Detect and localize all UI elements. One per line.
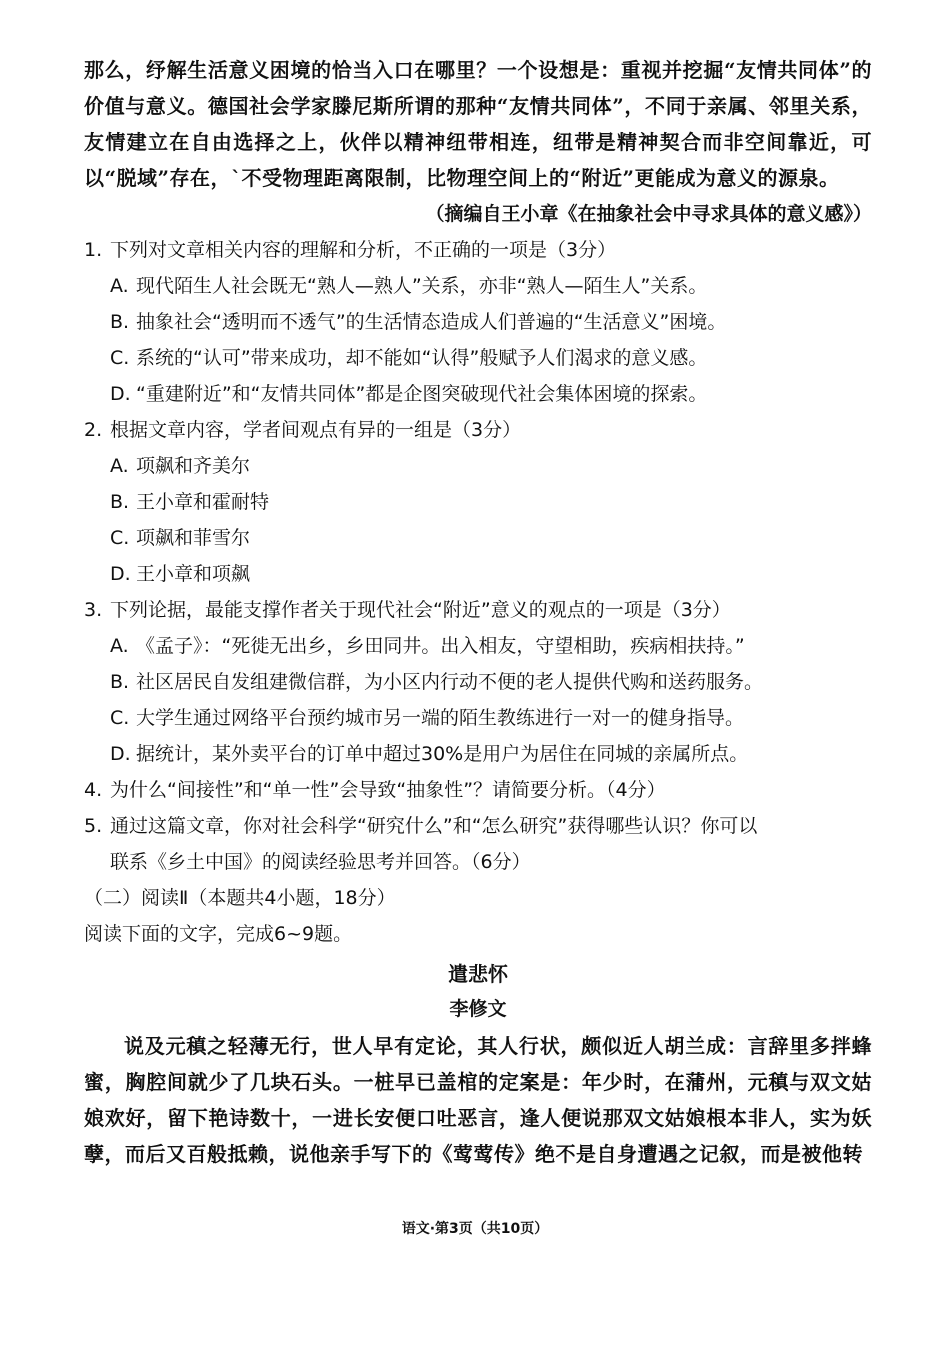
option-letter: C. <box>110 527 130 549</box>
page-footer: 语文·第3页（共10页） <box>401 1221 549 1237</box>
option-text: 项飙和齐美尔 <box>136 455 251 477</box>
option-b <box>84 664 872 700</box>
option-a <box>84 448 872 484</box>
option-letter: A. <box>110 635 129 657</box>
option-text: 系统的“认可”带来成功，却不能如“认得”般赋予人们渴求的意义感。 <box>136 347 708 369</box>
option-text: 《孟子》：“死徙无出乡，乡田同井。出入相友，守望相助，疾病相扶持。” <box>136 635 745 657</box>
question-number: 3. <box>84 599 103 621</box>
passage1-paragraph: 那么，纾解生活意义困境的恰当入口在哪里？一个设想是：重视并挖掘“友情共同体”的价值与意义。德国社会学家滕尼斯所谓的那种“友情共同体”，不同于亲属、邻里关系，友情建立在自由选择之上，伙伴以精神纽带相连，纽带是精神契合而非空间靠近，可以“脱域”存在，`不受物理距离限制，比物理空间上的“附近”更能成为意义的源泉。 <box>84 58 872 190</box>
question-stem: 下列对文章相关内容的理解和分析，不正确的一项是（3分） <box>110 239 617 261</box>
option-letter: A. <box>110 275 129 297</box>
option-b <box>84 484 872 520</box>
passage2-title: 遣悲怀 <box>448 962 508 986</box>
section-heading: （二）阅读Ⅱ（本题共4小题，18分） <box>84 887 396 909</box>
passage1-source: （摘编自王小章《在抽象社会中寻求具体的意义感》） <box>425 203 872 225</box>
option-letter: D. <box>110 383 131 405</box>
passage2-author: 李修文 <box>449 998 507 1020</box>
question-3 <box>84 592 872 772</box>
question-number: 4. <box>84 779 103 801</box>
option-letter: D. <box>110 743 131 765</box>
option-d <box>84 736 872 772</box>
question-stem: 根据文章内容，学者间观点有异的一组是（3分） <box>110 419 522 441</box>
option-letter: B. <box>110 671 130 693</box>
option-text: 大学生通过网络平台预约城市另一端的陌生教练进行一对一的健身指导。 <box>136 707 745 729</box>
option-text: 社区居民自发组建微信群，为小区内行动不便的老人提供代购和送药服务。 <box>136 671 764 693</box>
option-text: 现代陌生人社会既无“熟人—熟人”关系，亦非“熟人—陌生人”关系。 <box>136 275 708 297</box>
page-content <box>84 52 872 1172</box>
option-c <box>84 340 872 376</box>
option-b <box>84 304 872 340</box>
option-text: 王小章和项飙 <box>136 563 251 585</box>
question-1 <box>84 232 872 412</box>
question-stem-continuation: 联系《乡土中国》的阅读经验思考并回答。（6分） <box>110 851 531 873</box>
option-text: 据统计，某外卖平台的订单中超过30%是用户为居住在同城的亲属所点。 <box>136 743 749 765</box>
option-d <box>84 376 872 412</box>
question-number: 1. <box>84 239 103 261</box>
option-text: 项飙和菲雪尔 <box>136 527 251 549</box>
question-4 <box>84 772 872 808</box>
option-c <box>84 700 872 736</box>
passage2-paragraph: 说及元稹之轻薄无行，世人早有定论，其人行状，颇似近人胡兰成：言辞里多拌蜂蜜，胸腔间就少了几块石头。一桩早已盖棺的定案是：年少时，在蒲州，元稹与双文姑娘欢好，留下艳诗数十，一进长安便口吐恶言，逢人便说那双文姑娘根本非人，实为妖孽，而后又百般抵赖，说他亲手写下的《莺莺传》绝不是自身遭遇之记叙，而是被他转 <box>84 1034 872 1166</box>
question-number: 5. <box>84 815 103 837</box>
option-letter: B. <box>110 491 130 513</box>
option-letter: C. <box>110 347 130 369</box>
option-letter: D. <box>110 563 131 585</box>
question-stem: 为什么“间接性”和“单一性”会导致“抽象性”？请简要分析。（4分） <box>110 779 666 801</box>
option-a <box>84 628 872 664</box>
option-text: “重建附近”和“友情共同体”都是企图突破现代社会集体困境的探索。 <box>136 383 708 405</box>
option-letter: C. <box>110 707 130 729</box>
section-instruction: 阅读下面的文字，完成6~9题。 <box>84 923 353 945</box>
question-stem: 下列论据，最能支撑作者关于现代社会“附近”意义的观点的一项是（3分） <box>110 599 731 621</box>
question-2 <box>84 412 872 592</box>
question-stem: 通过这篇文章，你对社会科学“研究什么”和“怎么研究”获得哪些认识？你可以 <box>110 815 758 837</box>
option-letter: B. <box>110 311 130 333</box>
question-5 <box>84 808 872 880</box>
option-d <box>84 556 872 592</box>
option-a <box>84 268 872 304</box>
option-text: 王小章和霍耐特 <box>136 491 270 513</box>
option-c <box>84 520 872 556</box>
question-number: 2. <box>84 419 103 441</box>
option-text: 抽象社会“透明而不透气”的生活情态造成人们普遍的“生活意义”困境。 <box>136 311 727 333</box>
option-letter: A. <box>110 455 129 477</box>
